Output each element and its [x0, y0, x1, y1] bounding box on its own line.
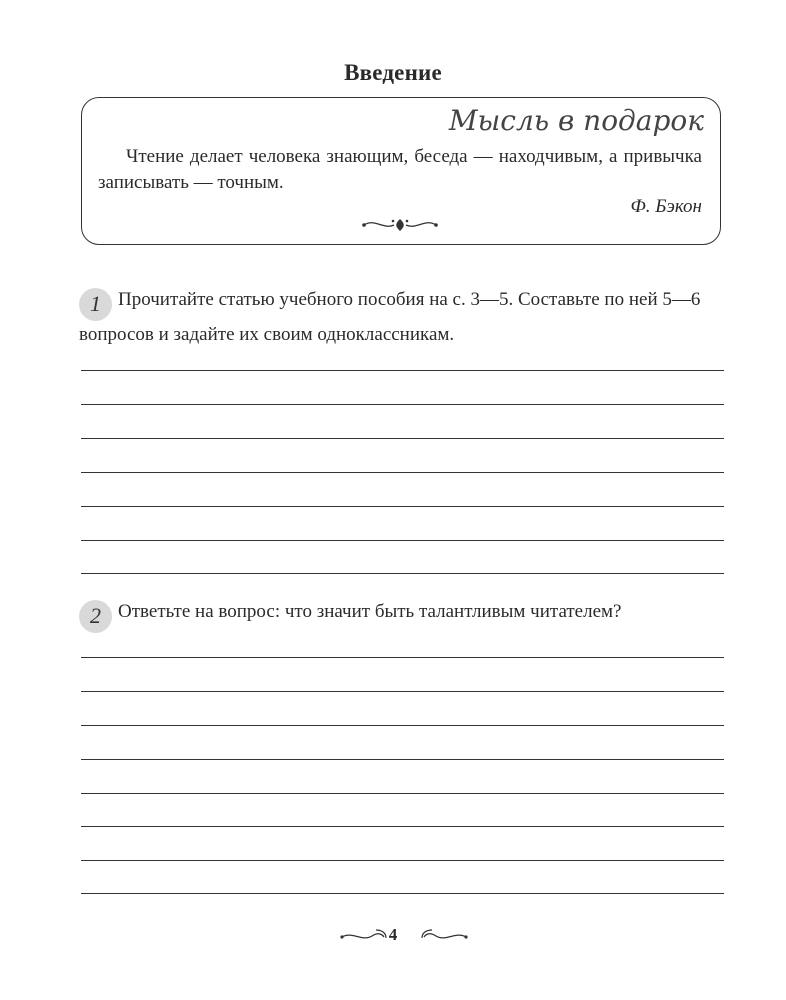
task-2 [79, 598, 729, 633]
task-text: Ответьте на вопрос: что значит быть талантливым читателем? [118, 601, 622, 622]
page-number: 4 [388, 925, 398, 944]
quote-box [81, 97, 721, 245]
task-1 [79, 286, 729, 348]
answer-line[interactable] [81, 826, 724, 827]
answer-line[interactable] [81, 370, 724, 371]
answer-line[interactable] [81, 438, 724, 439]
answer-line[interactable] [81, 472, 724, 473]
answer-line[interactable] [81, 793, 724, 794]
answer-line[interactable] [81, 540, 724, 541]
answer-line[interactable] [81, 404, 724, 405]
answer-line[interactable] [81, 657, 724, 658]
quote-author: Ф. Бэкон [630, 196, 702, 217]
task-number-badge: 1 [79, 288, 112, 321]
page-title: Введение [344, 60, 442, 85]
task-number-badge: 2 [79, 600, 112, 633]
answer-line[interactable] [81, 759, 724, 760]
task-text: Прочитайте статью учебного пособия на с. 3—5. Составьте по ней 5—6 вопросов и задайте их своим одноклассникам. [79, 289, 701, 345]
answer-line[interactable] [81, 893, 724, 894]
footer-ornament-right-icon [418, 927, 468, 945]
answer-line[interactable] [81, 725, 724, 726]
quote-ornament-icon [360, 216, 440, 234]
answer-line[interactable] [81, 506, 724, 507]
quote-heading: Мысль в подарок [448, 104, 704, 137]
answer-line[interactable] [81, 691, 724, 692]
answer-line[interactable] [81, 573, 724, 574]
answer-line[interactable] [81, 860, 724, 861]
quote-text: Чтение делает человека знающим, беседа — находчивым, а привычка записывать — точным. [98, 146, 702, 193]
